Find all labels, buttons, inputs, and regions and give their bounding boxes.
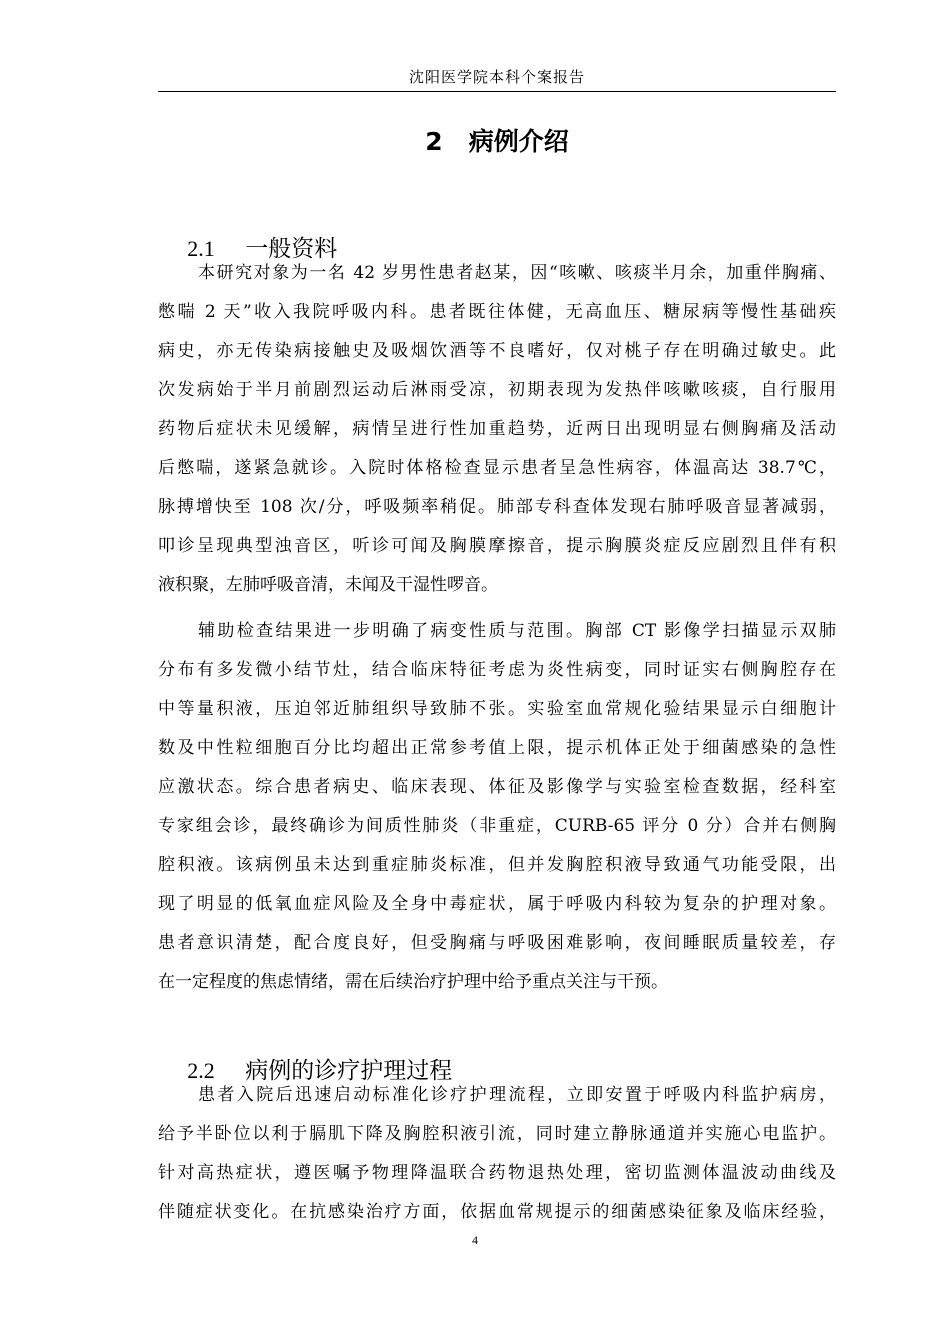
paragraph-treatment-process (158, 1076, 836, 1232)
chapter-title: 2 病例介绍 (425, 127, 569, 156)
paragraph-line: 给予半卧位以利于膈肌下降及胸腔积液引流，同时建立静脉通道并实施心电监护。 (158, 1124, 836, 1144)
paragraph-line: 针对高热症状，遵医嘱予物理降温联合药物退热处理，密切监测体温波动曲线及 (158, 1163, 836, 1183)
header-rule (158, 91, 836, 92)
paragraph-line: 伴随症状变化。在抗感染治疗方面，依据血常规提示的细菌感染征象及临床经验， (158, 1202, 836, 1222)
page-number: 4 (472, 1233, 478, 1247)
section-number: 2.2 (187, 1058, 215, 1083)
paragraph-auxiliary-exams (158, 612, 836, 1002)
section-title: 一般资料 (245, 236, 338, 262)
paragraph-line: 现了明显的低氧血症风险及全身中毒症状，属于呼吸内科较为复杂的护理对象。 (158, 894, 836, 914)
paragraph-line: 脉搏增快至 108 次/分，呼吸频率稍促。肺部专科查体发现右肺呼吸音显著减弱， (158, 497, 836, 517)
paragraph-line: 憋喘 2 天”收入我院呼吸内科。患者既往体健，无高血压、糖尿病等慢性基础疾 (158, 302, 836, 322)
paragraph-general-info (158, 254, 836, 605)
paragraph-line: 腔积液。该病例虽未达到重症肺炎标准，但并发胸腔积液导致通气功能受限，出 (158, 855, 836, 875)
paragraph-line: 患者入院后迅速启动标准化诊疗护理流程，立即安置于呼吸内科监护病房， (198, 1085, 836, 1105)
paragraph-line: 本研究对象为一名 42 岁男性患者赵某，因“咳嗽、咳痰半月余，加重伴胸痛、 (198, 263, 836, 283)
running-header: 沈阳医学院本科个案报告 (408, 68, 585, 86)
paragraph-line: 药物后症状未见缓解，病情呈进行性加重趋势，近两日出现明显右侧胸痛及活动 (158, 419, 836, 439)
paragraph-line: 专家组会诊，最终确诊为间质性肺炎（非重症，CURB-65 评分 0 分）合并右侧胸 (158, 816, 836, 836)
paragraph-line: 患者意识清楚，配合度良好，但受胸痛与呼吸困难影响，夜间睡眠质量较差，存 (158, 933, 836, 953)
section-title: 病例的诊疗护理过程 (245, 1058, 453, 1084)
paragraph-line: 分布有多发微小结节灶，结合临床特征考虑为炎性病变，同时证实右侧胸腔存在 (158, 660, 836, 680)
section-number: 2.1 (187, 236, 215, 261)
paragraph-line: 应激状态。综合患者病史、临床表现、体征及影像学与实验室检查数据，经科室 (158, 777, 836, 797)
paragraph-line: 中等量积液，压迫邻近肺组织导致肺不张。实验室血常规化验结果显示白细胞计 (158, 699, 836, 719)
paragraph-line: 次发病始于半月前剧烈运动后淋雨受凉，初期表现为发热伴咳嗽咳痰，自行服用 (158, 380, 836, 400)
paragraph-line: 数及中性粒细胞百分比均超出正常参考值上限，提示机体正处于细菌感染的急性 (158, 738, 836, 758)
paragraph-line: 辅助检查结果进一步明确了病变性质与范围。胸部 CT 影像学扫描显示双肺 (198, 621, 836, 641)
paragraph-line: 液积聚，左肺呼吸音清，未闻及干湿性啰音。 (158, 575, 498, 595)
paragraph-line: 叩诊呈现典型浊音区，听诊可闻及胸膜摩擦音，提示胸膜炎症反应剧烈且伴有积 (158, 536, 836, 556)
paragraph-line: 在一定程度的焦虑情绪，需在后续治疗护理中给予重点关注与干预。 (158, 972, 668, 992)
paragraph-line: 病史，亦无传染病接触史及吸烟饮酒等不良嗜好，仅对桃子存在明确过敏史。此 (158, 341, 836, 361)
paragraph-line: 后憋喘，遂紧急就诊。入院时体格检查显示患者呈急性病容，体温高达 38.7℃， (158, 458, 836, 478)
